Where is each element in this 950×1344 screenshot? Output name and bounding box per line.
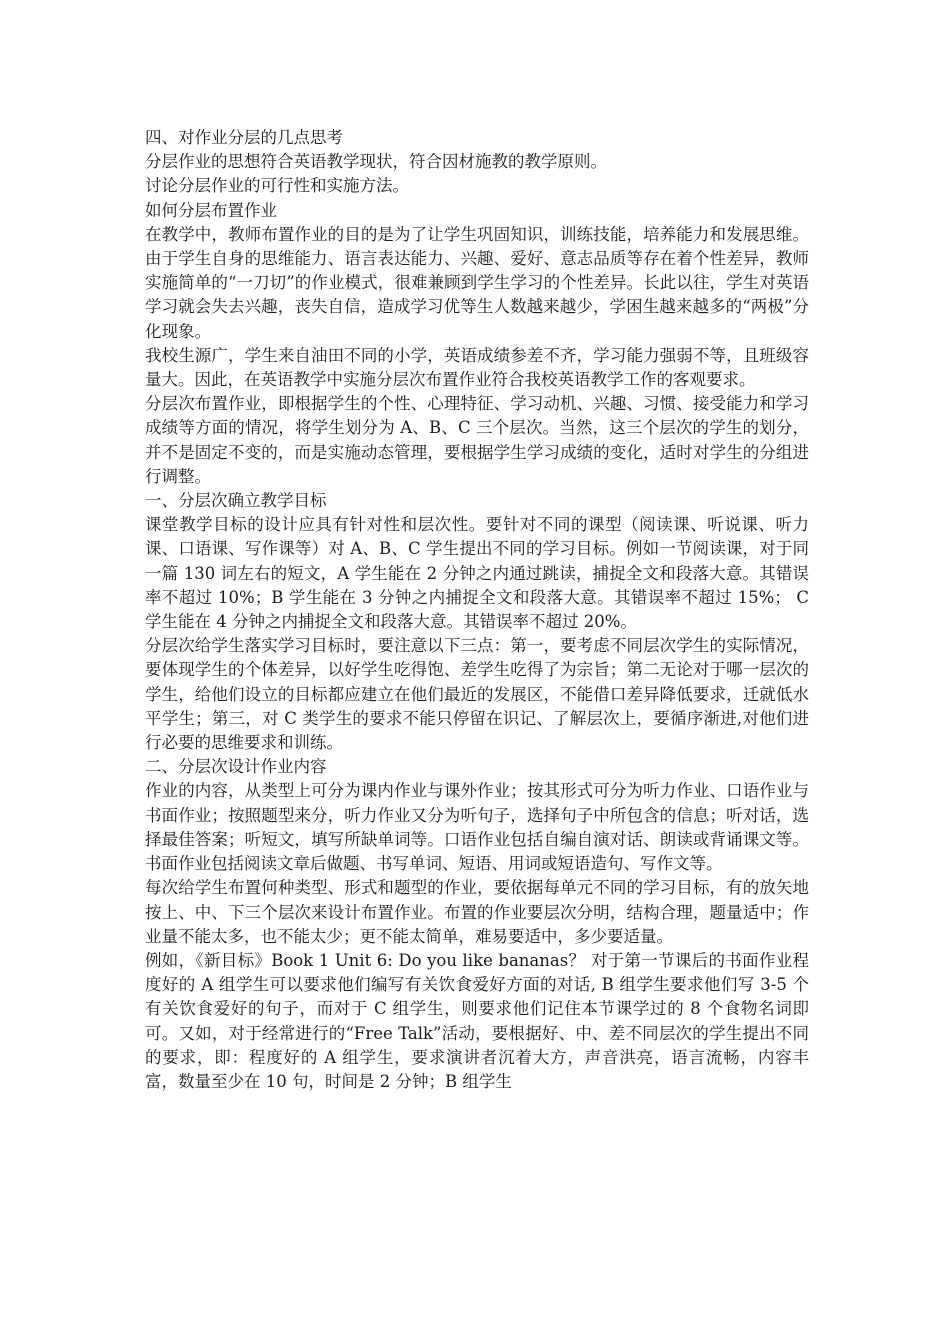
paragraph-design: 每次给学生布置何种类型、形式和题型的作业，要依据每单元不同的学习目标，有的放矢地按上、中、下三个层次来设计布置作业。布置的作业要层次分明，结构合理，题量适中；作业量不能太多，也不能太少；更不能太简单，难易要适中，多少要适量。 <box>145 878 809 946</box>
section-heading-how: 如何分层布置作业 <box>145 200 277 220</box>
document-body <box>145 126 809 1094</box>
paragraph-definition: 分层次布置作业，即根据学生的个性、心理特征、学习动机、兴趣、习惯、接受能力和学习成绩等方面的情况，将学生划分为 A、B、C 三个层次。当然，这三个层次的学生的划分，并不是固定不变的，而是实施动态管理，要根据学生学习成绩的变化，适时对学生的分组进行调整。 <box>145 394 809 486</box>
paragraph-purpose: 在教学中，教师布置作业的目的是为了让学生巩固知识，训练技能，培养能力和发展思维。由于学生自身的思维能力、语言表达能力、兴趣、爱好、意志品质等存在着个性差异，教师实施简单的“一刀切”的作业模式，很难兼顾到学生学习的个性差异。长此以往，学生对英语学习就会失去兴趣，丧失自信，造成学习优等生人数越来越少，学困生越来越多的“两极”分化现象。 <box>145 224 809 341</box>
paragraph-points: 分层次给学生落实学习目标时，要注意以下三点：第一，要考虑不同层次学生的实际情况，要体现学生的个体差异，以好学生吃得饱、差学生吃得了为宗旨；第二无论对于哪一层次的学生，给他们设立的目标都应建立在他们最近的发展区，不能借口差异降低要求，迁就低水平学生；第三，对 C 类学生的要求不能只停留在识记、了解层次上，要循序渐进,对他们进行必要的思维要求和训练。 <box>145 636 809 753</box>
paragraph-example: 例如，《新目标》Book 1 Unit 6: Do you like bananas？ 对于第一节课后的书面作业程度好的 A 组学生可以要求他们编写有关饮食爱好方面的对话, B 组学生要求他们写 3-5 个有关饮食爱好的句子，而对于 C 组学生，则要求他们记住本节课学过的 8 个食物名词即可。又如，对于经常进行的“Free Talk”活动，要根据好、中、差不同层次的学生提出不同的要求，即：程度好的 A 组学生，要求演讲者沉着大方，声音洪亮，语言流畅，内容丰富，数量至少在 10 句，时间是 2 分钟；B 组学生 <box>145 950 809 1091</box>
section-heading-goals: 一、分层次确立教学目标 <box>145 491 327 511</box>
paragraph-principle: 分层作业的思想符合英语教学现状，符合因材施教的教学原则。 <box>145 152 607 172</box>
paragraph-school: 我校生源广，学生来自油田不同的小学，英语成绩参差不齐，学习能力强弱不等，且班级容量大。因此，在英语教学中实施分层次布置作业符合我校英语教学工作的客观要求。 <box>145 345 809 390</box>
paragraph-discussion: 讨论分层作业的可行性和实施方法。 <box>145 176 409 196</box>
section-heading-content: 二、分层次设计作业内容 <box>145 757 327 777</box>
paragraph-types: 作业的内容，从类型上可分为课内作业与课外作业；按其形式可分为听力作业、口语作业与书面作业；按照题型来分，听力作业又分为听句子，选择句子中所包含的信息；听对话，选择最佳答案；听短文，填写所缺单词等。口语作业包括自编自演对话、朗读或背诵课文等。书面作业包括阅读文章后做题、书写单词、短语、用词或短语造句、写作文等。 <box>145 781 809 874</box>
paragraph-goals: 课堂教学目标的设计应具有针对性和层次性。要针对不同的课型（阅读课、听说课、听力课、口语课、写作课等）对 A、B、C 学生提出不同的学习目标。例如一节阅读课，对于同一篇 130 词左右的短文，A 学生能在 2 分钟之内通过跳读，捕捉全文和段落大意。其错误率不超过 10%；B 学生能在 3 分钟之内捕捉全文和段落大意。其错误率不超过 15%； C 学生能在 4 分钟之内捕捉全文和段落大意。其错误率不超过 20%。 <box>145 515 809 632</box>
section-heading-reflections: 四、对作业分层的几点思考 <box>145 128 343 147</box>
